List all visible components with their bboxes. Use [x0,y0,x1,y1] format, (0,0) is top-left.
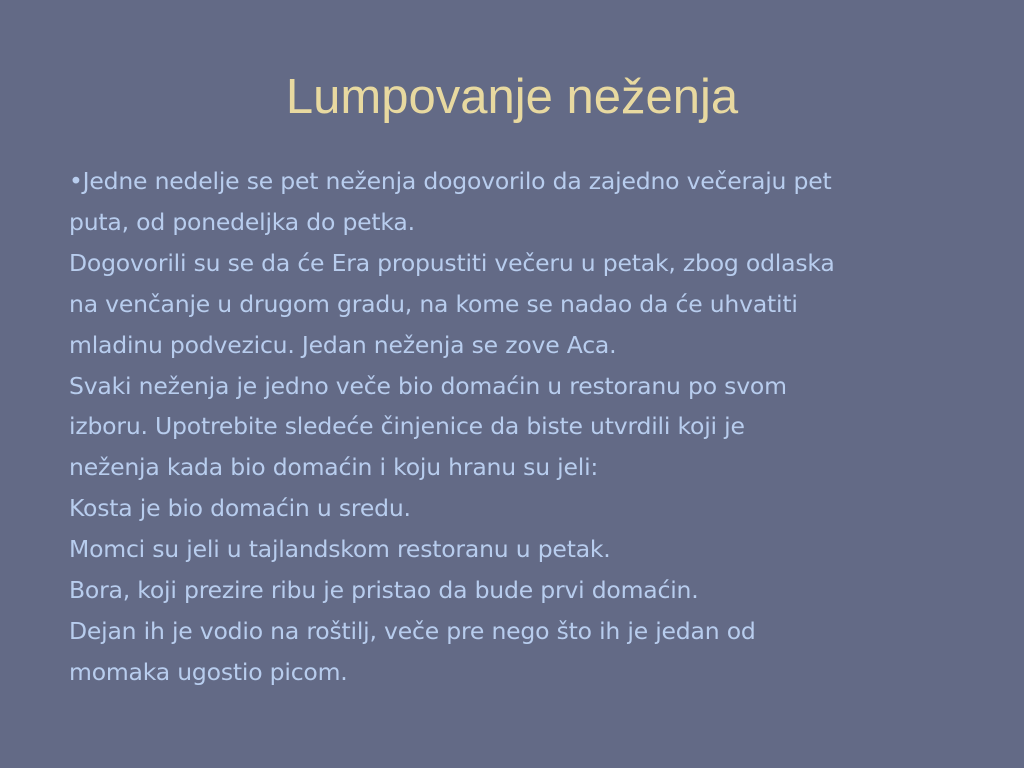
body-line: puta, od ponedeljka do petka. [69,207,415,236]
body-line: neženja kada bio domaćin i koju hranu su jeli: [69,453,599,482]
body-line: Momci su jeli u tajlandskom restoranu u petak. [69,535,611,564]
body-line: Dogovorili su se da će Era propustiti večeru u petak, zbog odlaska [69,248,835,277]
body-line: Kosta je bio domaćin u sredu. [69,494,411,523]
body-line: Svaki neženja je jedno veče bio domaćin u restoranu po svom [69,371,787,400]
body-line: Bora, koji prezire ribu je pristao da bude prvi domaćin. [69,576,699,605]
body-line: Dejan ih je vodio na roštilj, veče pre nego što ih je jedan od [69,616,756,645]
body-line: •Jedne nedelje se pet neženja dogovorilo da zajedno večeraju pet [69,167,832,195]
body-line: na venčanje u drugom gradu, na kome se nadao da će uhvatiti [69,289,798,318]
body-line: mladinu podvezicu. Jedan neženja se zove Aca. [69,330,617,359]
body-line: momaka ugostio picom. [69,657,348,686]
slide-title: Lumpovanje neženja [285,70,739,124]
slide-body [69,161,979,693]
body-line: izboru. Upotrebite sledeće činjenice da biste utvrdili koji je [69,412,745,441]
